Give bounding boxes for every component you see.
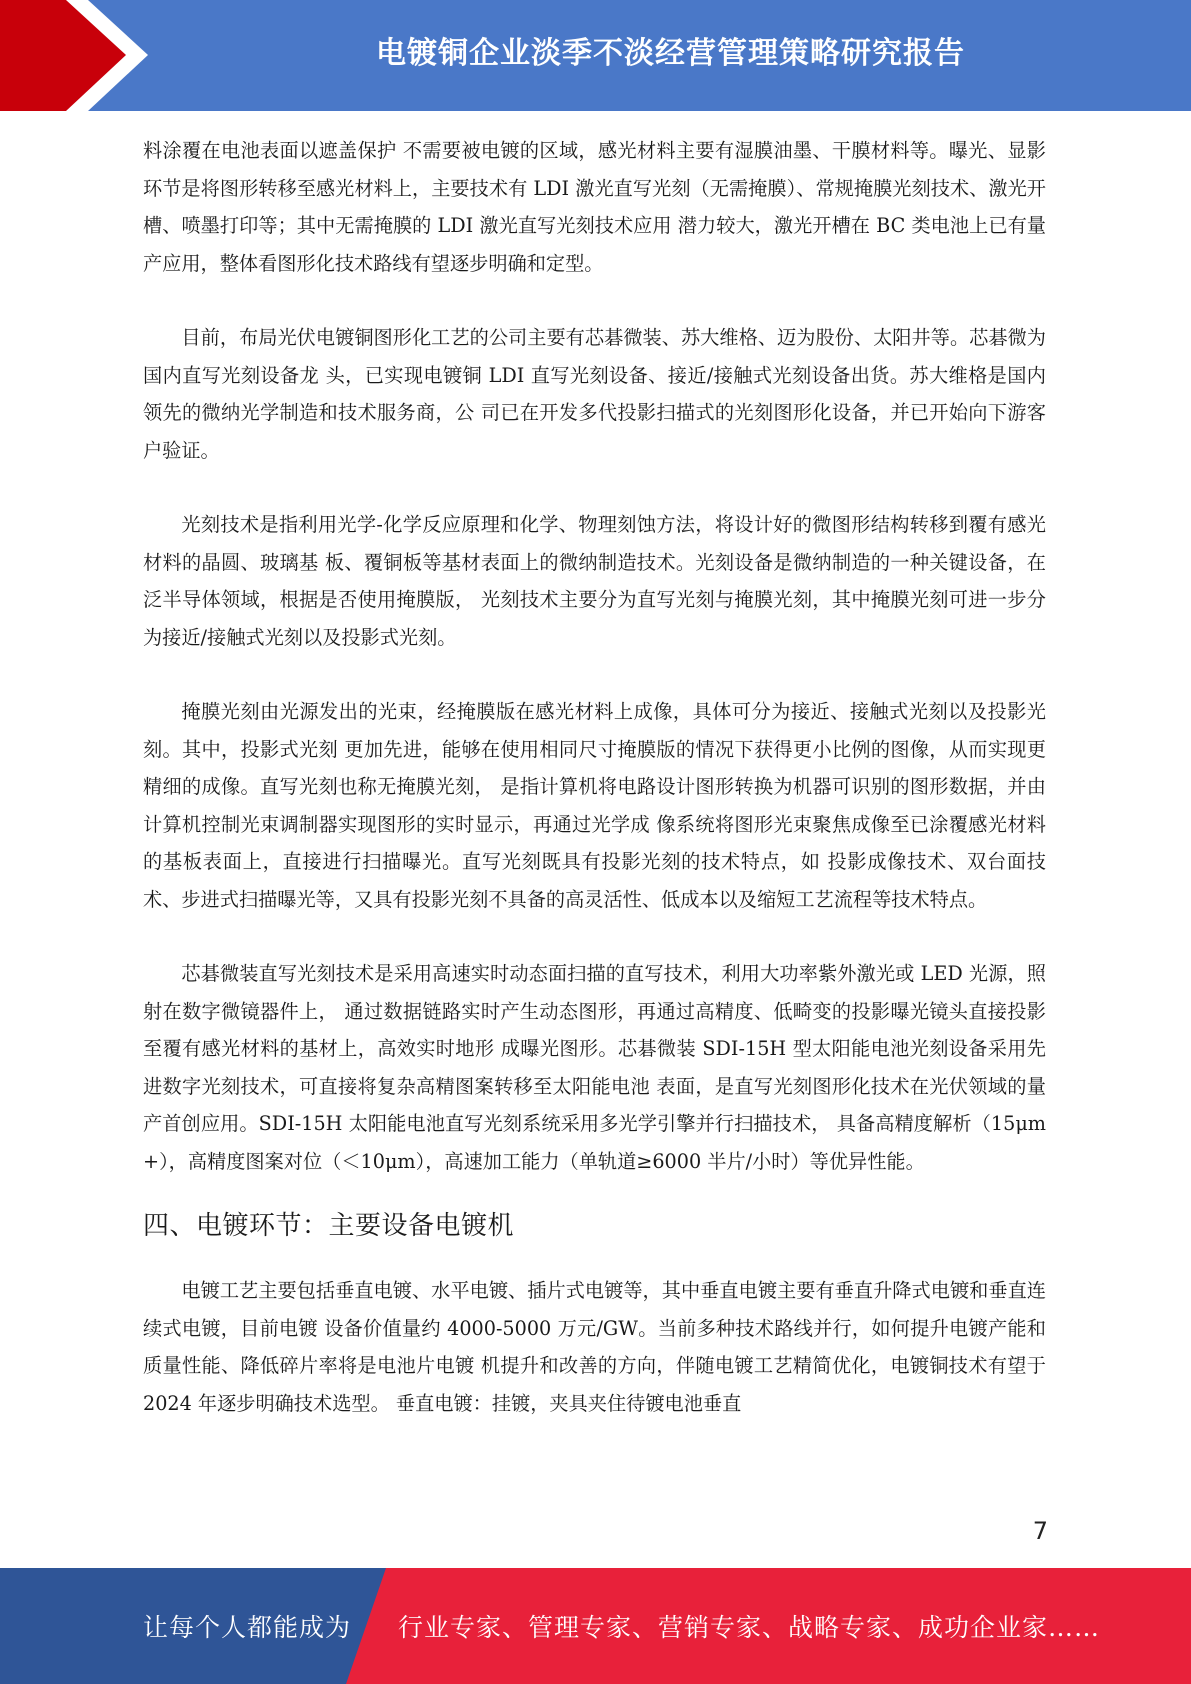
body-paragraph-5: 芯碁微装直写光刻技术是采用高速实时动态面扫描的直写技术，利用大功率紫外激光或 LED 光源，照射在数字微镜器件上， 通过数据链路实时产生动态图形，再通过高精度、低畸变的投影曝光镜头直接投影至覆有感光材料的基材上，高效实时地形 成曝光图形。芯碁微装 SDI-15H 型太阳能电池光刻设备采用先进数字光刻技术，可直接将复杂高精图案转移至太阳能电池 表面，是直写光刻图形化技术在光伏领域的量产首创应用。SDI-15H 太阳能电池直写光刻系统采用多光学引擎并行扫描技术， 具备高精度解析（15μm+），高精度图案对位（＜10μm），高速加工能力（单轨道≥6000 半片/小时）等优异性能。 (143, 962, 1046, 1173)
footer-slogan-right: 行业专家、管理专家、营销专家、战略专家、成功企业家…… (398, 1613, 1101, 1642)
body-paragraph-6: 电镀工艺主要包括垂直电镀、水平电镀、插片式电镀等，其中垂直电镀主要有垂直升降式电镀和垂直连续式电镀，目前电镀 设备价值量约 4000-5000 万元/GW。当前多种技术路线并行，如何提升电镀产能和质量性能、降低碎片率将是电池片电镀 机提升和改善的方向，伴随电镀工艺精简优化，电镀铜技术有望于 2024 年逐步明确技术选型。 垂直电镀：挂镀，夹具夹住待镀电池垂直 (143, 1279, 1046, 1415)
body-paragraph-3: 光刻技术是指利用光学-化学反应原理和化学、物理刻蚀方法，将设计好的微图形结构转移到覆有感光材料的晶圆、玻璃基 板、覆铜板等基材表面上的微纳制造技术。光刻设备是微纳制造的一种关键设备，在泛半导体领域，根据是否使用掩膜版， 光刻技术主要分为直写光刻与掩膜光刻，其中掩膜光刻可进一步分为接近/接触式光刻以及投影式光刻。 (143, 513, 1046, 649)
section-heading: 四、电镀环节：主要设备电镀机 (143, 1211, 515, 1241)
report-title: 电镀铜企业淡季不淡经营管理策略研究报告 (376, 36, 965, 71)
page-content (143, 132, 1046, 1422)
footer-slogan-left: 让每个人都能成为 (143, 1613, 352, 1642)
page-number: 7 (1032, 1517, 1048, 1545)
body-paragraph-4: 掩膜光刻由光源发出的光束，经掩膜版在感光材料上成像，具体可分为接近、接触式光刻以及投影光刻。其中，投影式光刻 更加先进，能够在使用相同尺寸掩膜版的情况下获得更小比例的图像，从而实现更精细的成像。直写光刻也称无掩膜光刻， 是指计算机将电路设计图形转换为机器可识别的图形数据，并由计算机控制光束调制器实现图形的实时显示，再通过光学成 像系统将图形光束聚焦成像至已涂覆感光材料的基板表面上，直接进行扫描曝光。直写光刻既具有投影光刻的技术特点，如 投影成像技术、双台面技术、步进式扫描曝光等，又具有投影光刻不具备的高灵活性、低成本以及缩短工艺流程等技术特点。 (143, 700, 1046, 911)
body-paragraph-1: 料涂覆在电池表面以遮盖保护 不需要被电镀的区域，感光材料主要有湿膜油墨、干膜材料等。曝光、显影环节是将图形转移至感光材料上，主要技术有 LDI 激光直写光刻（无需掩膜）、常规掩膜光刻技术、激光开槽、喷墨打印等；其中无需掩膜的 LDI 激光直写光刻技术应用 潜力较大，激光开槽在 BC 类电池上已有量产应用，整体看图形化技术路线有望逐步明确和定型。 (143, 139, 1046, 275)
page-header (0, 0, 1191, 111)
body-paragraph-2: 目前，布局光伏电镀铜图形化工艺的公司主要有芯碁微装、苏大维格、迈为股份、太阳井等。芯碁微为国内直写光刻设备龙 头，已实现电镀铜 LDI 直写光刻设备、接近/接触式光刻设备出货。苏大维格是国内领先的微纳光学制造和技术服务商，公 司已在开发多代投影扫描式的光刻图形化设备，并已开始向下游客户验证。 (143, 326, 1046, 462)
page-footer (0, 1568, 1191, 1684)
